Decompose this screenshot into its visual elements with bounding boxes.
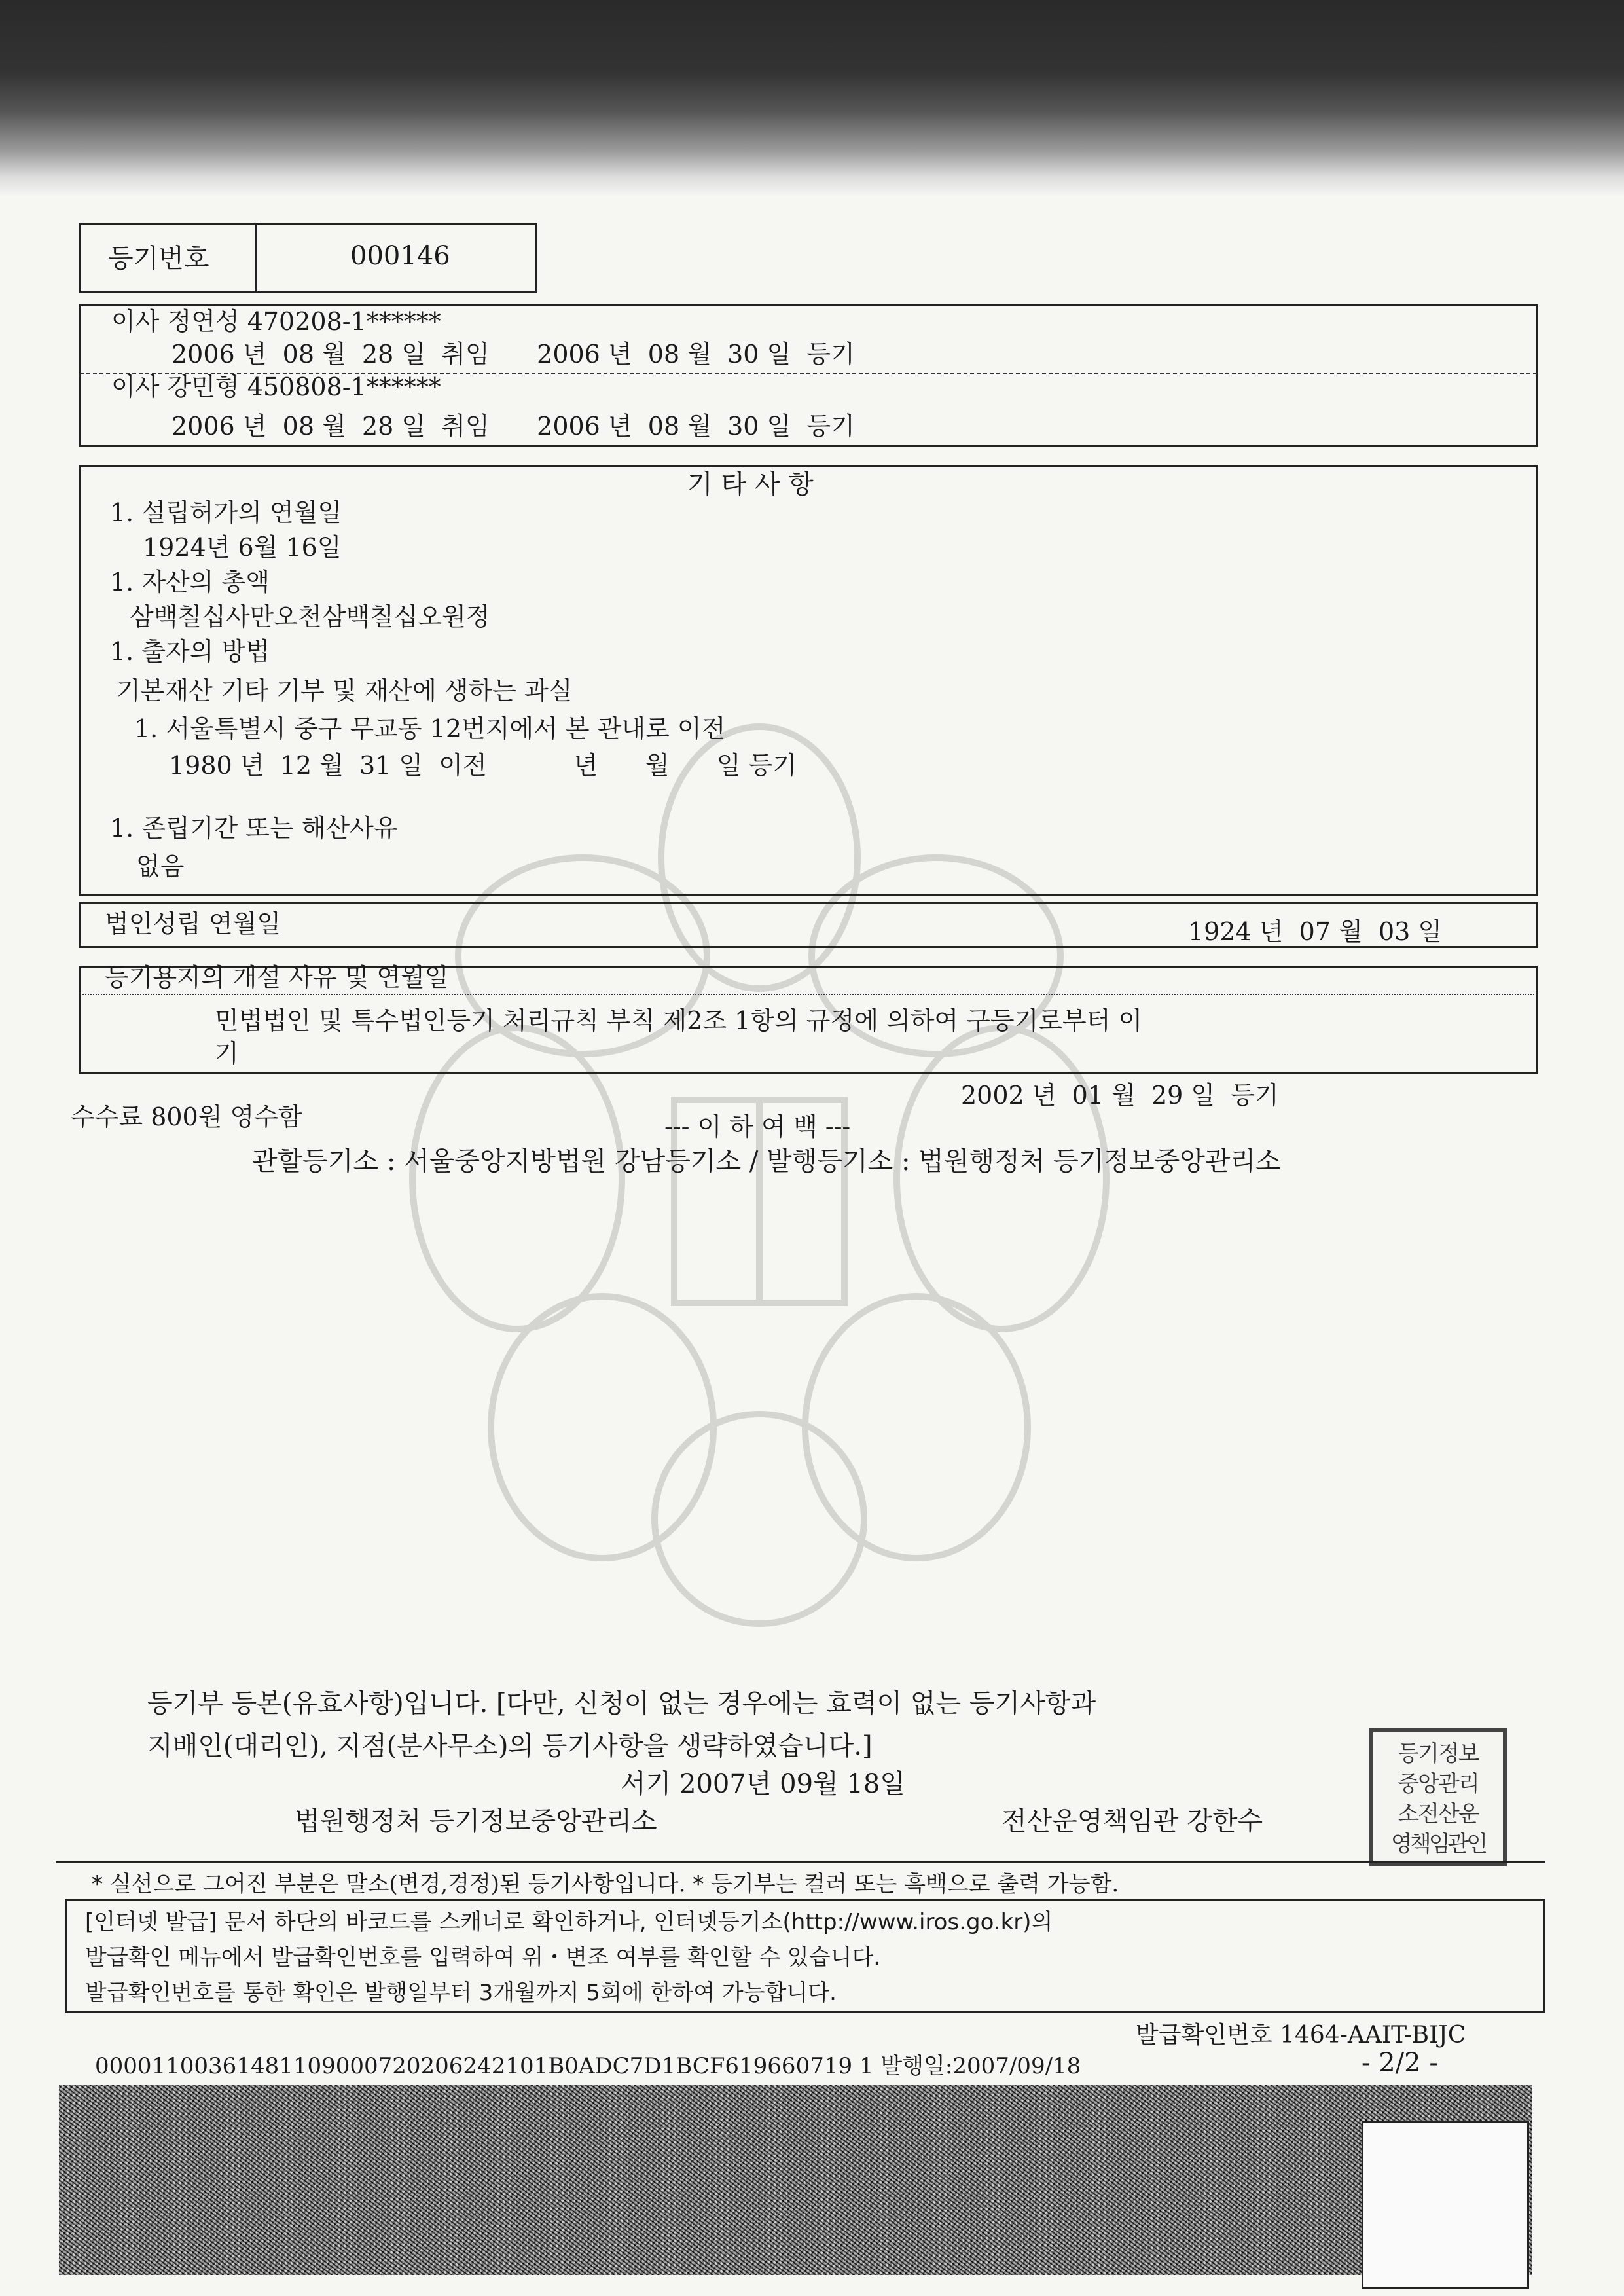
registry-number-label: 등기번호: [108, 244, 209, 274]
other-line-7: 1. 서울특별시 중구 무교동 12번지에서 본 관내로 이전: [134, 714, 726, 743]
barcode-number: 00001100361481109000720206242101B0ADC7D1BCF619660719 1 발행일:2007/09/18: [95, 2053, 1081, 2079]
other-line-4: 삼백칠십사만오천삼백칠십오원정: [130, 602, 490, 631]
barcode: [59, 2085, 1532, 2275]
director-2-dates: 2006 년 08 월 28 일 취임 2006 년 08 월 30 일 등기: [171, 412, 855, 441]
issuing-authority: 법원행정처 등기정보중앙관리소: [295, 1806, 657, 1836]
notice-divider: [56, 1861, 1545, 1863]
director-2-info: 이사 강민형 450808-1******: [111, 373, 441, 401]
certification-date: 서기 2007년 09월 18일: [621, 1769, 905, 1799]
fee-receipt: 수수료 800원 영수함: [71, 1102, 302, 1131]
founding-date-value: 1924 년 07 월 03 일: [1188, 917, 1443, 946]
seal-line-3: 소전산운: [1398, 1801, 1479, 1827]
blank-below-marker: --- 이 하 여 백 ---: [664, 1112, 851, 1141]
certification-line-1: 등기부 등본(유효사항)입니다. [다만, 신청이 없는 경우에는 효력이 없는 등기사항과: [147, 1688, 1096, 1719]
director-1-dates: 2006 년 08 월 28 일 취임 2006 년 08 월 30 일 등기: [171, 340, 855, 369]
registry-offices: 관할등기소 : 서울중앙지방법원 강남등기소 / 발행등기소 : 법원행정처 등기정보중앙관리소: [252, 1146, 1281, 1176]
opening-reason-text-cont: 기: [215, 1039, 239, 1068]
official-seal: [1369, 1728, 1507, 1866]
founding-date-label: 법인성립 연월일: [105, 909, 281, 938]
scan-shadow: [0, 0, 1624, 196]
other-line-6: 기본재산 기타 기부 및 재산에 생하는 과실: [117, 676, 573, 705]
internet-line-2: 발급확인 메뉴에서 발급확인번호를 입력하여 위・변조 여부를 확인할 수 있습니다.: [85, 1944, 881, 1971]
other-matters-title: 기 타 사 항: [687, 469, 814, 500]
other-line-5: 1. 출자의 방법: [110, 637, 270, 666]
other-line-8: 1980 년 12 월 31 일 이전 년 월 일 등기: [169, 751, 797, 780]
opening-reason-date: 2002 년 01 월 29 일 등기: [961, 1081, 1279, 1110]
certification-line-2: 지배인(대리인), 지점(분사무소)의 등기사항을 생략하였습니다.]: [147, 1731, 873, 1761]
registry-number-value: 000146: [350, 241, 450, 271]
other-line-9: 1. 존립기간 또는 해산사유: [110, 814, 398, 843]
internet-line-1: [인터넷 발급] 문서 하단의 바코드를 스캐너로 확인하거나, 인터넷등기소(http://www.iros.go.kr)의: [85, 1909, 1053, 1935]
opening-reason-label: 등기용지의 개설 사유 및 연월일: [105, 963, 449, 992]
seal-line-2: 중앙관리: [1398, 1771, 1479, 1797]
opening-reason-text: 민법법인 및 특수법인등기 처리규칙 부칙 제2조 1항의 규정에 의하여 구등기로부터 이: [215, 1006, 1143, 1035]
responsible-official: 전산운영책임관 강한수: [1001, 1806, 1263, 1836]
seal-line-1: 등기정보: [1398, 1741, 1479, 1767]
internet-line-3: 발급확인번호를 통한 확인은 발행일부터 3개월까지 5회에 한하여 가능합니다.: [85, 1980, 837, 2006]
other-line-3: 1. 자산의 총액: [110, 568, 270, 596]
seal-line-4: 영책임관인: [1390, 1831, 1486, 1857]
separator-line: [80, 994, 1537, 995]
other-line-2: 1924년 6월 16일: [143, 533, 342, 562]
barcode-corner-box: [1362, 2121, 1529, 2289]
director-1-info: 이사 정연성 470208-1******: [111, 307, 441, 336]
issue-confirmation-number: 발급확인번호 1464-AAIT-BIJC: [1136, 2022, 1466, 2049]
divider: [255, 223, 257, 293]
notice-text: * 실선으로 그어진 부분은 말소(변경,경정)된 등기사항입니다. * 등기부는 컬러 또는 흑백으로 출력 가능함.: [92, 1871, 1119, 1897]
page-number: - 2/2 -: [1362, 2048, 1438, 2078]
other-line-1: 1. 설립허가의 연월일: [110, 498, 342, 527]
other-line-10: 없음: [136, 852, 185, 881]
